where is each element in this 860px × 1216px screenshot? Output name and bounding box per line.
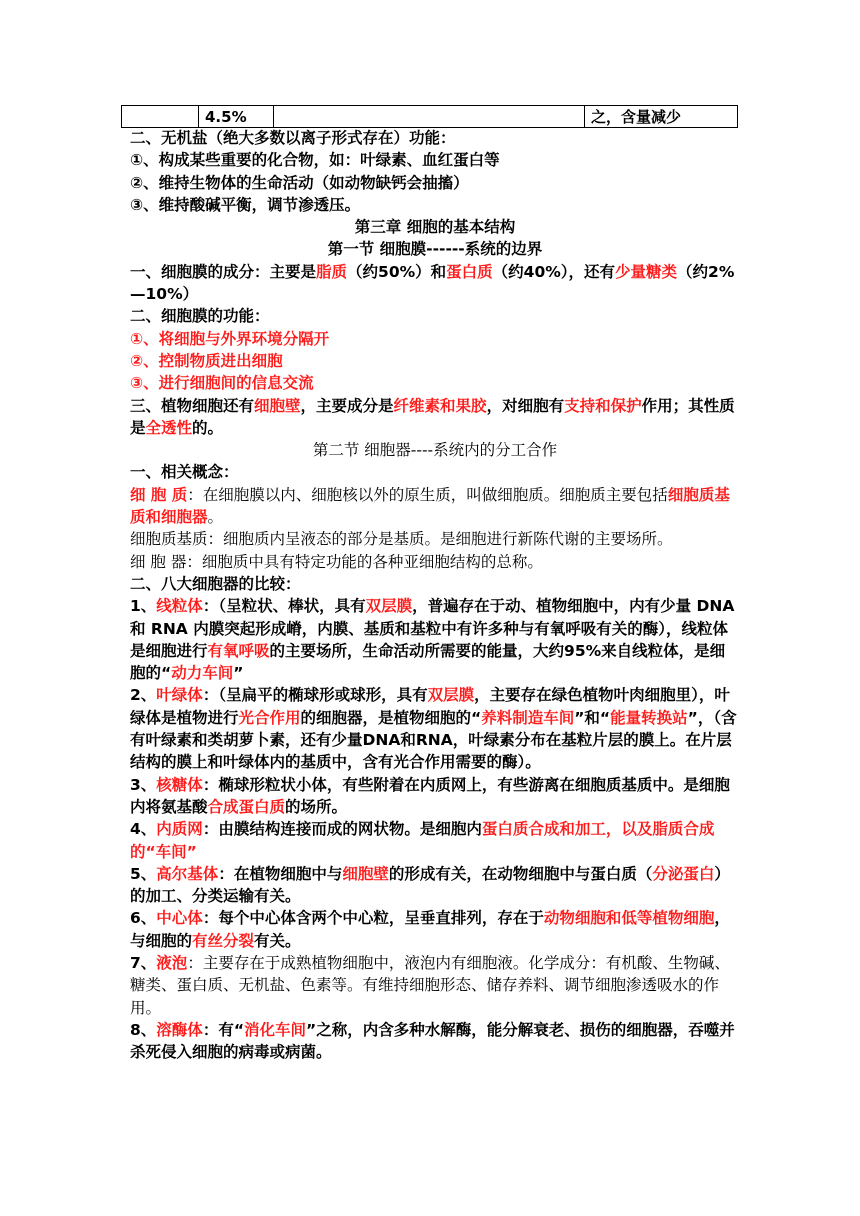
term-cytoplasm: 细 胞 质 xyxy=(130,485,188,504)
text-run: 的。 xyxy=(192,418,224,437)
document-body xyxy=(130,127,740,1063)
highlight-energy-station: 能量转换站 xyxy=(610,708,688,727)
highlight-cell-wall: 细胞壁 xyxy=(254,396,301,415)
item-number: 1、 xyxy=(130,597,157,616)
highlight-er-workshop: 蛋白质合成和加工，以及脂质合成的“车间” xyxy=(130,820,715,861)
cytoplasm-definition xyxy=(130,484,740,529)
chapter-title: 第三章 细胞的基本结构 xyxy=(354,218,516,237)
organelle-name: 高尔基体 xyxy=(156,864,219,883)
text-run: ：有“ xyxy=(202,1020,244,1039)
text-run: 三、植物细胞还有 xyxy=(130,396,255,415)
concepts-heading: 一、相关概念： xyxy=(130,463,239,482)
organelle-definition: 细 胞 器：细胞质中具有特定功能的各种亚细胞结构的总称。 xyxy=(130,552,543,571)
highlight-lipid: 脂质 xyxy=(316,262,348,281)
organelle-name: 内质网 xyxy=(156,820,203,839)
cell-wall-paragraph xyxy=(130,395,740,440)
text-run: 有关。 xyxy=(254,931,301,950)
text-run: ，主要成分是 xyxy=(300,396,394,415)
text-run: ：在细胞膜以内、细胞核以外的原生质，叫做细胞质。细胞质主要包括 xyxy=(187,485,668,504)
matrix-definition: 细胞质基质：细胞质内呈液态的部分是基质。是细胞进行新陈代谢的主要场所。 xyxy=(130,530,673,549)
highlight-cell-wall: 细胞壁 xyxy=(342,864,389,883)
text-run: 的场所。 xyxy=(285,797,348,816)
organelle-centrosome xyxy=(130,907,740,952)
organelle-name: 中心体 xyxy=(156,909,203,928)
organelle-lysosome xyxy=(130,1019,740,1064)
text-run: ，与细胞的 xyxy=(130,909,730,950)
section-title: 第二节 细胞器----系统内的分工合作 xyxy=(312,441,558,460)
text-run: ，主要存在绿色植物叶肉细胞里），叶绿体是植物进行 xyxy=(130,686,730,727)
highlight-photosynthesis: 光合作用 xyxy=(238,708,301,727)
highlight-mitosis: 有丝分裂 xyxy=(192,931,255,950)
text-run: 一、细胞膜的成分：主要是 xyxy=(130,262,317,281)
text-run: ：每个中心体含两个中心粒，呈垂直排列，存在于 xyxy=(202,909,544,928)
highlight-double-membrane: 双层膜 xyxy=(365,597,413,616)
highlight-animal-cells: 动物细胞和低等植物细胞 xyxy=(543,909,715,928)
table-cell: 之，含量减少 xyxy=(585,106,738,128)
item-number: 5、 xyxy=(130,864,157,883)
highlight-sugar: 少量糖类 xyxy=(615,262,678,281)
membrane-function-heading: 二、细胞膜的功能： xyxy=(130,307,270,326)
organelle-name: 溶酶体 xyxy=(156,1020,203,1039)
highlight-support: 支持和保护 xyxy=(564,396,642,415)
inorganic-item: ①、构成某些重要的化合物，如：叶绿素、血红蛋白等 xyxy=(130,151,500,170)
membrane-composition xyxy=(130,261,740,306)
text-run: ：（呈粒状、棒状，具有 xyxy=(202,597,366,616)
text-run: 的形成有关，在动物细胞中与蛋白质（ xyxy=(388,864,653,883)
text-run: ：椭球形粒状小体，有些附着在内质网上，有些游离在细胞质基质中。是细胞内将氨基酸 xyxy=(130,775,730,816)
inorganic-heading: 二、无机盐（绝大多数以离子形式存在）功能： xyxy=(130,129,456,147)
compare-heading: 二、八大细胞器的比较： xyxy=(130,574,301,593)
text-run: ，普遍存在于动、植物细胞中，内有少量 DNA 和 RNA 内膜突起形成嵴，内膜、基质和基粒中有许多种与有氧呼吸有关的酶），线粒体是细胞进行 xyxy=(130,597,735,660)
highlight-power-plant: 动力车间 xyxy=(171,664,234,683)
highlight-cellulose: 纤维素和果胶 xyxy=(393,396,487,415)
table-cell xyxy=(274,106,585,128)
item-number: 3、 xyxy=(130,775,157,794)
organelle-mitochondria xyxy=(130,595,740,684)
text-run: ：（呈扁平的椭球形或球形，具有 xyxy=(202,686,428,705)
text-run: ：主要存在于成熟植物细胞中，液泡内有细胞液。化学成分：有机酸、生物碱、糖类、蛋白质、无机盐、色素等。有维持细胞形态、储存养料、调节细胞渗透吸水的作用。 xyxy=(130,953,730,1017)
text-run: 作用；其性质是 xyxy=(130,396,735,437)
organelle-name: 核糖体 xyxy=(156,775,203,794)
item-number: 6、 xyxy=(130,909,157,928)
text-run: ：由膜结构连接而成的网状物。是细胞内 xyxy=(202,820,482,839)
highlight-digestive-workshop: 消化车间 xyxy=(244,1020,307,1039)
highlight-double-membrane: 双层膜 xyxy=(427,686,475,705)
text-run: （约40%），还有 xyxy=(492,262,616,281)
highlight-protein: 蛋白质 xyxy=(446,262,493,281)
table-cell: 4.5% xyxy=(199,106,274,128)
item-number: 7、 xyxy=(130,953,157,972)
organelle-name: 液泡 xyxy=(156,953,188,972)
text-run: ” xyxy=(233,664,244,683)
table-fragment xyxy=(121,105,738,128)
membrane-function-item: ①、将细胞与外界环境分隔开 xyxy=(130,329,330,348)
highlight-permeable: 全透性 xyxy=(145,418,193,437)
organelle-er xyxy=(130,818,740,863)
item-number: 4、 xyxy=(130,820,157,839)
item-number: 8、 xyxy=(130,1020,157,1039)
text-run: ：在植物细胞中与 xyxy=(218,864,343,883)
section-title: 第一节 细胞膜------系统的边界 xyxy=(327,240,543,259)
text-run: （约2%—10%） xyxy=(130,262,735,304)
highlight-matrix-organelle: 细胞质基质和细胞器 xyxy=(130,485,730,527)
highlight-aerobic: 有氧呼吸 xyxy=(207,641,270,660)
text-run: 。 xyxy=(207,508,224,527)
text-run: ）的加工、分类运输有关。 xyxy=(130,864,730,906)
text-run: ”，（含有叶绿素和类胡萝卜素，还有少量DNA和RNA，叶绿素分布在基粒片层的膜上。在片层结构的膜上和叶绿体内的基质中，含有光合作用需要的酶）。 xyxy=(130,708,737,772)
text-run: （约50%）和 xyxy=(347,262,447,281)
organelle-vacuole xyxy=(130,952,740,1019)
text-run: 的主要场所，生命活动所需要的能量，大约95%来自线粒体，是细胞的“ xyxy=(130,641,726,683)
organelle-chloroplast xyxy=(130,684,740,773)
text-run: ”之称，内含多种水解酶，能分解衰老、损伤的细胞器，吞噬并杀死侵入细胞的病毒或病菌。 xyxy=(130,1020,735,1062)
highlight-nutrient-workshop: 养料制造车间 xyxy=(481,708,575,727)
organelle-name: 线粒体 xyxy=(156,597,203,616)
text-run: ，对细胞有 xyxy=(486,396,565,415)
table-row xyxy=(122,106,738,128)
text-run: 的细胞器，是植物细胞的“ xyxy=(300,708,482,727)
membrane-function-item: ③、进行细胞间的信息交流 xyxy=(130,374,314,393)
inorganic-item: ③、维持酸碱平衡，调节渗透压。 xyxy=(130,195,361,214)
membrane-function-item: ②、控制物质进出细胞 xyxy=(130,351,283,370)
highlight-secretory-protein: 分泌蛋白 xyxy=(652,864,715,883)
organelle-name: 叶绿体 xyxy=(156,686,203,705)
organelle-ribosome xyxy=(130,774,740,819)
text-run: ”和“ xyxy=(574,708,611,727)
highlight-protein-synthesis: 合成蛋白质 xyxy=(207,797,286,816)
inorganic-item: ②、维持生物体的生命活动（如动物缺钙会抽搐） xyxy=(130,173,469,192)
table-cell xyxy=(122,106,199,128)
organelle-golgi xyxy=(130,863,740,908)
item-number: 2、 xyxy=(130,686,157,705)
